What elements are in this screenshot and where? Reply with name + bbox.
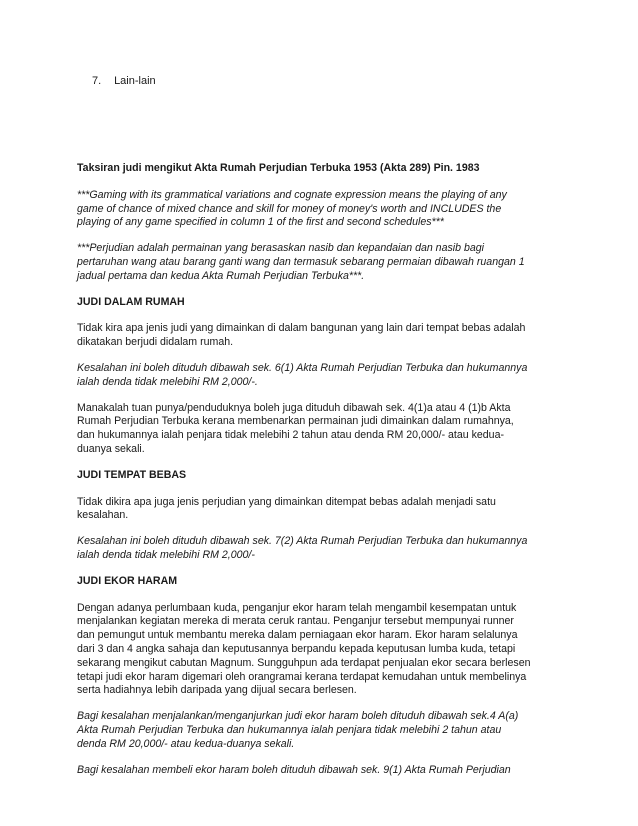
text-line: Manakalah tuan punya/penduduknya boleh juga dituduh dibawah sek. 4(1)a atau 4 (1)b Akta <box>77 401 511 414</box>
text-line: ialah denda tidak melebihi RM 2,000/-. <box>77 375 258 388</box>
text-line: dan hukumannya ialah penjara tidak melebihi 2 tahun atau denda RM 20,000/- atau kedua- <box>77 429 504 442</box>
section-paragraph <box>77 496 557 524</box>
text-line: Tidak kira apa jenis judi yang dimainkan di dalam bangunan yang lain dari tempat bebas adalah <box>77 322 526 335</box>
section-paragraph <box>77 402 557 457</box>
section-heading: JUDI EKOR HARAM <box>77 574 178 587</box>
text-line: sekarang mengikut cabutan Magnum. Sungguhpun ada terdapat penjualan ekor secara berlesen <box>77 656 531 669</box>
section-paragraph <box>77 362 557 390</box>
document-title: Taksiran judi mengikut Akta Rumah Perjudian Terbuka 1953 (Akta 289) Pin. 1983 <box>77 162 480 174</box>
text-line: Kesalahan ini boleh dituduh dibawah sek. 6(1) Akta Rumah Perjudian Terbuka dan hukumannya <box>77 361 528 374</box>
text-line: game of chance of mixed chance and skill for money of money's worth and INCLUDES the <box>77 202 502 215</box>
text-line: playing of any game specified in column 1 of the first and second schedules*** <box>77 216 444 229</box>
text-line: jadual pertama dan kedua Akta Rumah Perjudian Terbuka***. <box>77 269 365 282</box>
text-line: Dengan adanya perlumbaan kuda, penganjur ekor haram telah mengambil kesempatan untuk <box>77 601 517 614</box>
section-heading: JUDI TEMPAT BEBAS <box>77 468 187 481</box>
text-line: ***Perjudian adalah permainan yang berasaskan nasib dan kepandaian dan nasib bagi <box>77 242 484 255</box>
text-line: denda RM 20,000/- atau kedua-duanya sekali. <box>77 737 295 750</box>
text-line: pertaruhan wang atau barang ganti wang dan termasuk sebarang permaian dibawah ruangan 1 <box>77 255 525 268</box>
text-line: Kesalahan ini boleh dituduh dibawah sek. 7(2) Akta Rumah Perjudian Terbuka dan hukumannya <box>77 535 528 548</box>
text-line: dan pemungut untuk membantu mereka dalam perniagaan ekor haram. Ekor haram selalunya <box>77 629 518 642</box>
text-line: ***Gaming with its grammatical variations and cognate expression means the playing of any <box>77 188 507 201</box>
text-line: tetapi judi ekor haram digemari oleh orangramai kerana terdapat kemudahan untuk membelinya <box>77 670 527 683</box>
text-line: Bagi kesalahan membeli ekor haram boleh dituduh dibawah sek. 9(1) Akta Rumah Perjudian <box>77 763 511 776</box>
text-line: Tidak dikira apa juga jenis perjudian yang dimainkan ditempat bebas adalah menjadi satu <box>77 495 496 508</box>
list-number: 7. <box>92 75 102 87</box>
definition-malay <box>77 242 557 283</box>
list-item-7 <box>92 74 156 88</box>
text-line: Akta Rumah Perjudian Terbuka dan hukumannya ialah penjara tidak melebihi 2 tahun atau <box>77 723 502 736</box>
section-paragraph <box>77 322 557 350</box>
text-line: dari 3 dan 4 angka sahaja dan keputusannya berpandu kepada keputusan lumba kuda, tetapi <box>77 642 516 655</box>
text-line: serta hadiahnya lebih daripada yang dijual secara berlesen. <box>77 684 357 697</box>
document-body <box>77 162 557 789</box>
text-line: Rumah Perjudian Terbuka kerana membenarkan permainan judi dimainkan dalam rumahnya, <box>77 415 514 428</box>
section-paragraph <box>77 602 557 699</box>
section-paragraph <box>77 535 557 563</box>
section-heading: JUDI DALAM RUMAH <box>77 295 185 308</box>
list-label: Lain-lain <box>114 75 156 87</box>
text-line: Bagi kesalahan menjalankan/menganjurkan judi ekor haram boleh dituduh dibawah sek.4 A(a) <box>77 710 519 723</box>
text-line: dikatakan berjudi didalam rumah. <box>77 336 234 349</box>
definition-english <box>77 189 557 230</box>
text-line: duanya sekali. <box>77 442 145 455</box>
text-line: menjalankan kegiatan mereka di merata ceruk rantau. Penganjur tersebut mempunyai runner <box>77 615 514 628</box>
text-line: ialah denda tidak melebihi RM 2,000/- <box>77 548 255 561</box>
text-line: kesalahan. <box>77 509 129 522</box>
section-paragraph <box>77 710 557 751</box>
section-paragraph <box>77 764 557 778</box>
